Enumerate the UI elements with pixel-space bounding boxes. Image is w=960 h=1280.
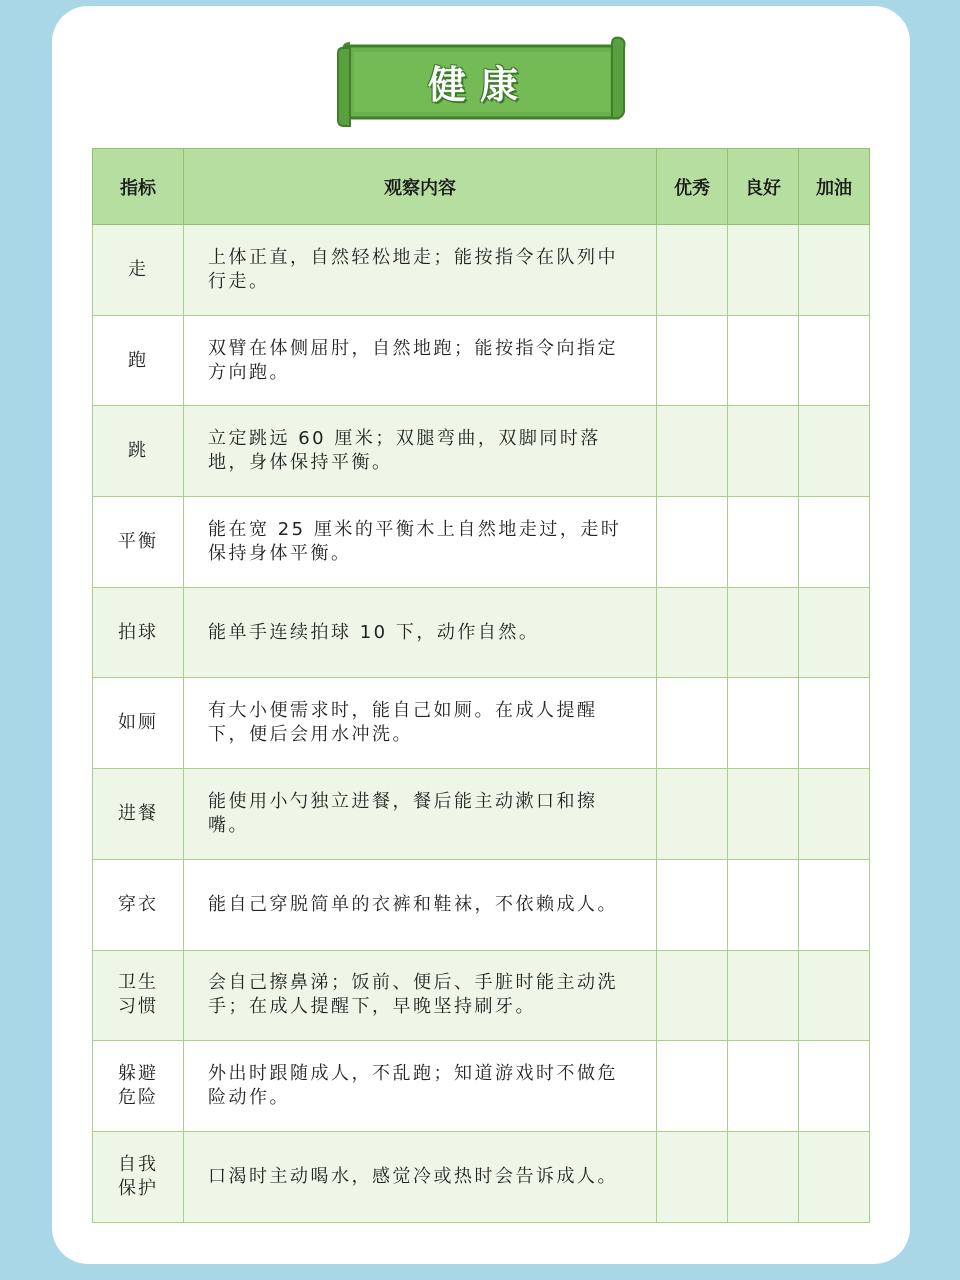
- indicator-label: 走: [128, 258, 148, 280]
- indicator-label: 进餐: [118, 802, 158, 824]
- observation-text: 口渴时主动喝水，感觉冷或热时会告诉成人。: [208, 1165, 618, 1187]
- rating-cell-keep-going[interactable]: [799, 1131, 870, 1222]
- indicator-label: 自我保护: [118, 1153, 158, 1199]
- table-row: [93, 1041, 870, 1132]
- header-excellent: 优秀: [657, 149, 728, 225]
- table-row: [93, 587, 870, 678]
- observation-text: 立定跳远 60 厘米；双腿弯曲，双脚同时落地，身体保持平衡。: [208, 428, 601, 474]
- rating-cell-good[interactable]: [728, 406, 799, 497]
- table-row: [93, 497, 870, 588]
- header-good: 良好: [728, 149, 799, 225]
- rating-cell-good[interactable]: [728, 950, 799, 1041]
- observation-text: 上体正直，自然轻松地走；能按指令在队列中行走。: [208, 246, 618, 292]
- rating-cell-keep-going[interactable]: [799, 225, 870, 316]
- rating-cell-good[interactable]: [728, 1131, 799, 1222]
- rating-cell-excellent[interactable]: [657, 859, 728, 950]
- rating-cell-good[interactable]: [728, 1041, 799, 1132]
- observation-text: 能使用小勺独立进餐，餐后能主动漱口和擦嘴。: [208, 790, 598, 836]
- rating-cell-keep-going[interactable]: [799, 315, 870, 406]
- indicator-label: 穿衣: [118, 893, 158, 915]
- rating-cell-keep-going[interactable]: [799, 859, 870, 950]
- table-row: [93, 406, 870, 497]
- title-banner: [336, 34, 628, 128]
- rating-cell-excellent[interactable]: [657, 1131, 728, 1222]
- rating-cell-keep-going[interactable]: [799, 769, 870, 860]
- rating-cell-excellent[interactable]: [657, 950, 728, 1041]
- rating-cell-good[interactable]: [728, 497, 799, 588]
- table-row: [93, 225, 870, 316]
- indicator-label: 卫生习惯: [118, 972, 158, 1018]
- rating-cell-good[interactable]: [728, 769, 799, 860]
- rating-cell-good[interactable]: [728, 225, 799, 316]
- indicator-label: 跳: [128, 440, 148, 462]
- rating-cell-keep-going[interactable]: [799, 497, 870, 588]
- rating-cell-good[interactable]: [728, 315, 799, 406]
- observation-text: 能自己穿脱简单的衣裤和鞋袜，不依赖成人。: [208, 893, 618, 915]
- rating-cell-good[interactable]: [728, 678, 799, 769]
- observation-text: 双臂在体侧屈肘，自然地跑；能按指令向指定方向跑。: [208, 337, 618, 383]
- rating-cell-keep-going[interactable]: [799, 678, 870, 769]
- rating-cell-excellent[interactable]: [657, 769, 728, 860]
- indicator-label: 躲避危险: [118, 1063, 158, 1109]
- table-row: [93, 950, 870, 1041]
- header-content: 观察内容: [184, 149, 657, 225]
- observation-text: 外出时跟随成人，不乱跑；知道游戏时不做危险动作。: [208, 1063, 618, 1109]
- rating-cell-keep-going[interactable]: [799, 406, 870, 497]
- indicator-label: 如厕: [118, 712, 158, 734]
- evaluation-table: [92, 148, 870, 1223]
- rating-cell-excellent[interactable]: [657, 678, 728, 769]
- indicator-label: 平衡: [118, 530, 158, 552]
- observation-text: 有大小便需求时，能自己如厕。在成人提醒下，便后会用水冲洗。: [208, 700, 598, 746]
- rating-cell-excellent[interactable]: [657, 315, 728, 406]
- rating-cell-excellent[interactable]: [657, 225, 728, 316]
- rating-cell-keep-going[interactable]: [799, 1041, 870, 1132]
- table-header-row: [93, 149, 870, 225]
- rating-cell-keep-going[interactable]: [799, 950, 870, 1041]
- observation-text: 会自己擦鼻涕；饭前、便后、手脏时能主动洗手；在成人提醒下，早晚坚持刷牙。: [208, 972, 618, 1018]
- rating-cell-good[interactable]: [728, 587, 799, 678]
- indicator-label: 拍球: [118, 621, 158, 643]
- rating-cell-excellent[interactable]: [657, 1041, 728, 1132]
- table-row: [93, 859, 870, 950]
- header-keep-going: 加油: [799, 149, 870, 225]
- rating-cell-good[interactable]: [728, 859, 799, 950]
- table-row: [93, 769, 870, 860]
- table-row: [93, 315, 870, 406]
- rating-cell-keep-going[interactable]: [799, 587, 870, 678]
- rating-cell-excellent[interactable]: [657, 497, 728, 588]
- rating-cell-excellent[interactable]: [657, 587, 728, 678]
- header-indicator: 指标: [93, 149, 184, 225]
- rating-cell-excellent[interactable]: [657, 406, 728, 497]
- observation-text: 能在宽 25 厘米的平衡木上自然地走过，走时保持身体平衡。: [208, 518, 622, 564]
- table-row: [93, 678, 870, 769]
- page-title: 健康: [427, 62, 532, 107]
- observation-text: 能单手连续拍球 10 下，动作自然。: [208, 621, 540, 643]
- indicator-label: 跑: [128, 349, 148, 371]
- table-row: [93, 1131, 870, 1222]
